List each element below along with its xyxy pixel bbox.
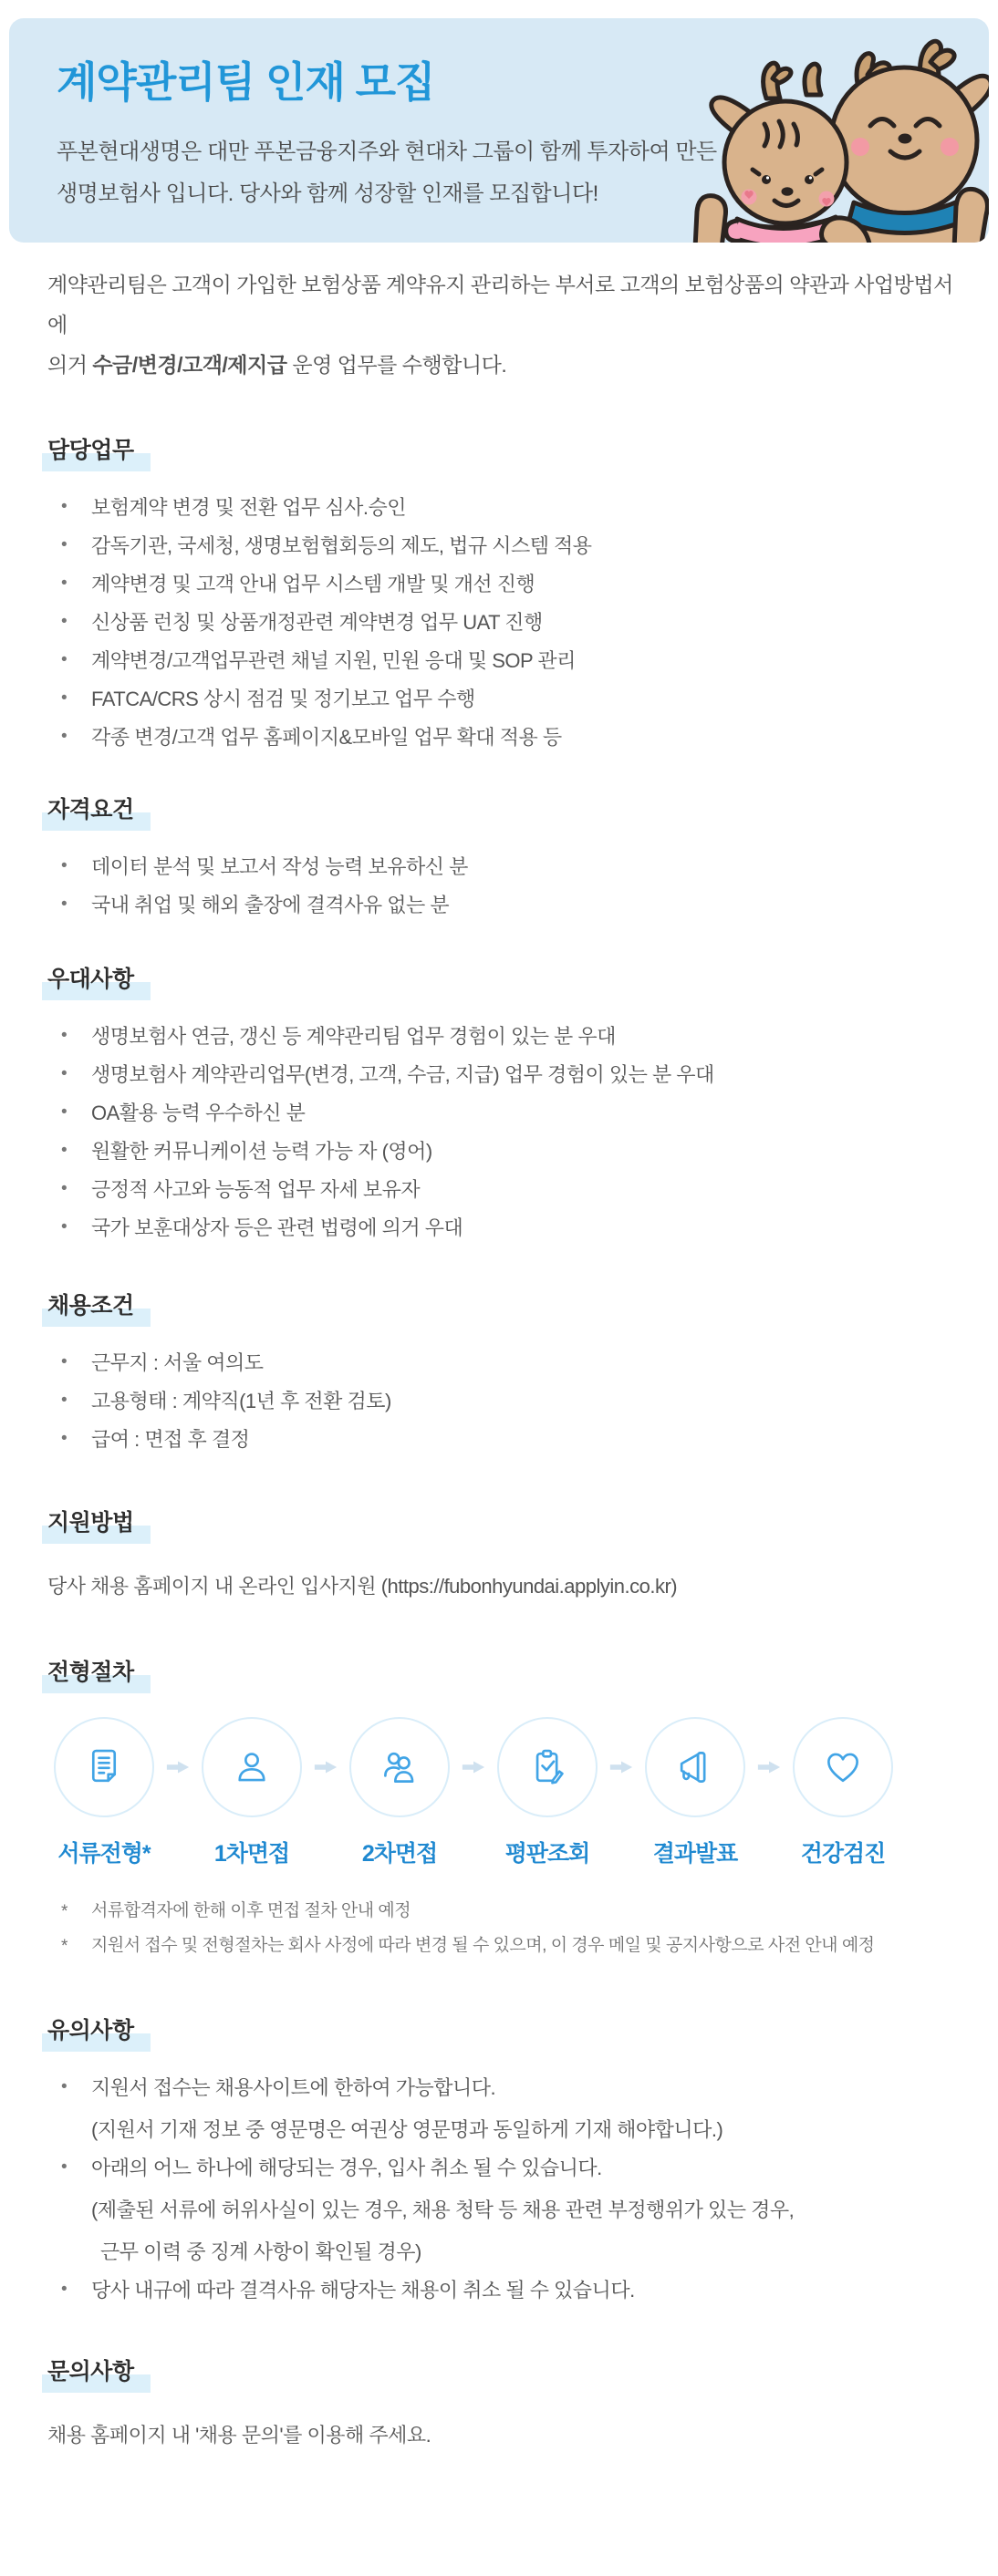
content (0, 264, 998, 2448)
duty-item: • 계약변경 및 고객 안내 업무 시스템 개발 및 개선 진행 (47, 572, 962, 596)
duty-item: • 보험계약 변경 및 전환 업무 심사.승인 (47, 495, 962, 520)
step-circle (349, 1717, 450, 1817)
conditions-list (47, 1350, 962, 1452)
process-step-first-interview (197, 1717, 307, 1868)
flow-arrow-icon (307, 1717, 345, 1817)
page-title: 계약관리팀 인재 모집 (57, 58, 435, 106)
step-label: 결과발표 (652, 1841, 738, 1867)
section-duties (47, 432, 962, 750)
banner-description-line1: 푸본현대생명은 대만 푸본금융지주와 현대차 그룹이 함께 투자하여 만든 (57, 140, 717, 164)
notice-item: • 지원서 접수는 채용사이트에 한하여 가능합니다. (47, 2075, 962, 2100)
step-label: 건강검진 (800, 1841, 886, 1867)
step-label: 2차면접 (361, 1841, 438, 1867)
preferred-item: • 국가 보훈대상자 등은 관련 법령에 의거 우대 (47, 1216, 962, 1240)
intro-line2-prefix: 의거 (47, 353, 93, 377)
people-icon (377, 1744, 422, 1790)
step-circle (793, 1717, 893, 1817)
section-process (47, 1654, 962, 1956)
section-title-duties: 담당업무 (47, 432, 962, 471)
preferred-item: • OA활용 능력 우수하신 분 (47, 1101, 962, 1125)
notices-list (47, 2075, 962, 2302)
section-title-apply: 지원방법 (47, 1505, 962, 1544)
person-icon (229, 1744, 275, 1790)
condition-item: • 고용형태 : 계약직(1년 후 전환 검토) (47, 1389, 962, 1413)
contact-text: 채용 홈페이지 내 '채용 문의'를 이용해 주세요. (47, 2424, 431, 2447)
section-preferred (47, 961, 962, 1240)
banner-description-line2: 생명보험사 입니다. 당사와 함께 성장할 인재를 모집합니다! (57, 181, 598, 206)
condition-item: • 급여 : 면접 후 결정 (47, 1427, 962, 1452)
duty-item: • 계약변경/고객업무관련 채널 지원, 민원 응대 및 SOP 관리 (47, 648, 962, 673)
deer-mascots-illustration (682, 22, 989, 243)
footnote: * 지원서 접수 및 전형절차는 회사 사정에 따라 변경 될 수 있으며, 이 경우 메일 및 공지사항으로 사전 안내 예정 (47, 1936, 962, 1956)
flow-arrow-icon (602, 1717, 640, 1817)
qualifications-list (47, 854, 962, 917)
section-title-qualifications: 자격요건 (47, 791, 962, 831)
step-label: 서류전형* (57, 1841, 151, 1867)
flow-arrow-icon (750, 1717, 788, 1817)
document-icon (81, 1744, 127, 1790)
qualification-item: • 국내 취업 및 해외 출장에 결격사유 없는 분 (47, 893, 962, 917)
intro-line2-bold: 수금/변경/고객/제지급 (92, 353, 287, 377)
apply-method-text: 당사 채용 홈페이지 내 온라인 입사지원 (https://fubonhyundai.applyin.co.kr) (47, 1575, 678, 1598)
step-circle (497, 1717, 598, 1817)
preferred-item: • 생명보험사 계약관리업무(변경, 고객, 수금, 지급) 업무 경험이 있는 분 우대 (47, 1062, 962, 1087)
preferred-item: • 긍정적 사고와 능동적 업무 자세 보유자 (47, 1177, 962, 1202)
step-circle (645, 1717, 745, 1817)
heart-icon (820, 1744, 866, 1790)
flow-arrow-icon (159, 1717, 197, 1817)
duty-item: • FATCA/CRS 상시 점검 및 정기보고 업무 수행 (47, 687, 962, 711)
step-circle (54, 1717, 154, 1817)
intro-paragraph (47, 264, 962, 385)
notice-subline: (지원서 기재 정보 중 영문명은 여권상 영문명과 동일하게 기재 해야합니다.) (91, 2118, 723, 2141)
step-label: 1차면접 (213, 1841, 290, 1867)
duty-item: • 신상품 런칭 및 상품개정관련 계약변경 업무 UAT 진행 (47, 610, 962, 635)
section-title-conditions: 채용조건 (47, 1288, 962, 1327)
section-apply (47, 1505, 962, 1599)
section-title-contact: 문의사항 (47, 2354, 962, 2393)
duty-item: • 감독기관, 국세청, 생명보험협회등의 제도, 법규 시스템 적용 (47, 533, 962, 558)
section-conditions (47, 1288, 962, 1452)
intro-line1: 계약관리팀은 고객이 가입한 보험상품 계약유지 관리하는 부서로 고객의 보험상품의 약관과 사업방법서에 (47, 273, 953, 336)
duties-list (47, 495, 962, 750)
flow-arrow-icon (454, 1717, 493, 1817)
process-footnotes (47, 1901, 962, 1956)
section-title-notices: 유의사항 (47, 2012, 962, 2052)
step-circle (202, 1717, 302, 1817)
process-step-results (640, 1717, 750, 1868)
megaphone-icon (672, 1744, 718, 1790)
section-qualifications (47, 791, 962, 917)
section-title-process: 전형절차 (47, 1654, 962, 1693)
notice-subline: (제출된 서류에 허위사실이 있는 경우, 채용 청탁 등 채용 관련 부정행위가 있는 경우, (91, 2198, 795, 2221)
process-step-reference-check (493, 1717, 602, 1868)
notice-item: • 아래의 어느 하나에 해당되는 경우, 입사 취소 될 수 있습니다. (47, 2156, 962, 2180)
process-step-health-check (788, 1717, 898, 1868)
section-contact (47, 2354, 962, 2448)
preferred-item: • 원활한 커뮤니케이션 능력 가능 자 (영어) (47, 1139, 962, 1164)
process-step-documents (49, 1717, 159, 1868)
preferred-item: • 생명보험사 연금, 갱신 등 계약관리팀 업무 경험이 있는 분 우대 (47, 1024, 962, 1049)
notice-item: • 당사 내규에 따라 결격사유 해당자는 채용이 취소 될 수 있습니다. (47, 2278, 962, 2302)
clipboard-check-icon (525, 1744, 570, 1790)
banner (9, 18, 989, 243)
process-flow (49, 1717, 962, 1868)
footnote: * 서류합격자에 한해 이후 면접 절차 안내 예정 (47, 1901, 962, 1921)
qualification-item: • 데이터 분석 및 보고서 작성 능력 보유하신 분 (47, 854, 962, 879)
preferred-list (47, 1024, 962, 1240)
duty-item: • 각종 변경/고객 업무 홈페이지&모바일 업무 확대 적용 등 (47, 725, 962, 750)
condition-item: • 근무지 : 서울 여의도 (47, 1350, 962, 1375)
notice-subline: 근무 이력 중 징계 사항이 확인될 경우) (100, 2240, 421, 2263)
section-title-preferred: 우대사항 (47, 961, 962, 1000)
process-step-second-interview (345, 1717, 454, 1868)
intro-line2-suffix: 운영 업무를 수행합니다. (286, 353, 507, 377)
section-notices (47, 2012, 962, 2302)
step-label: 평판조회 (504, 1841, 590, 1867)
